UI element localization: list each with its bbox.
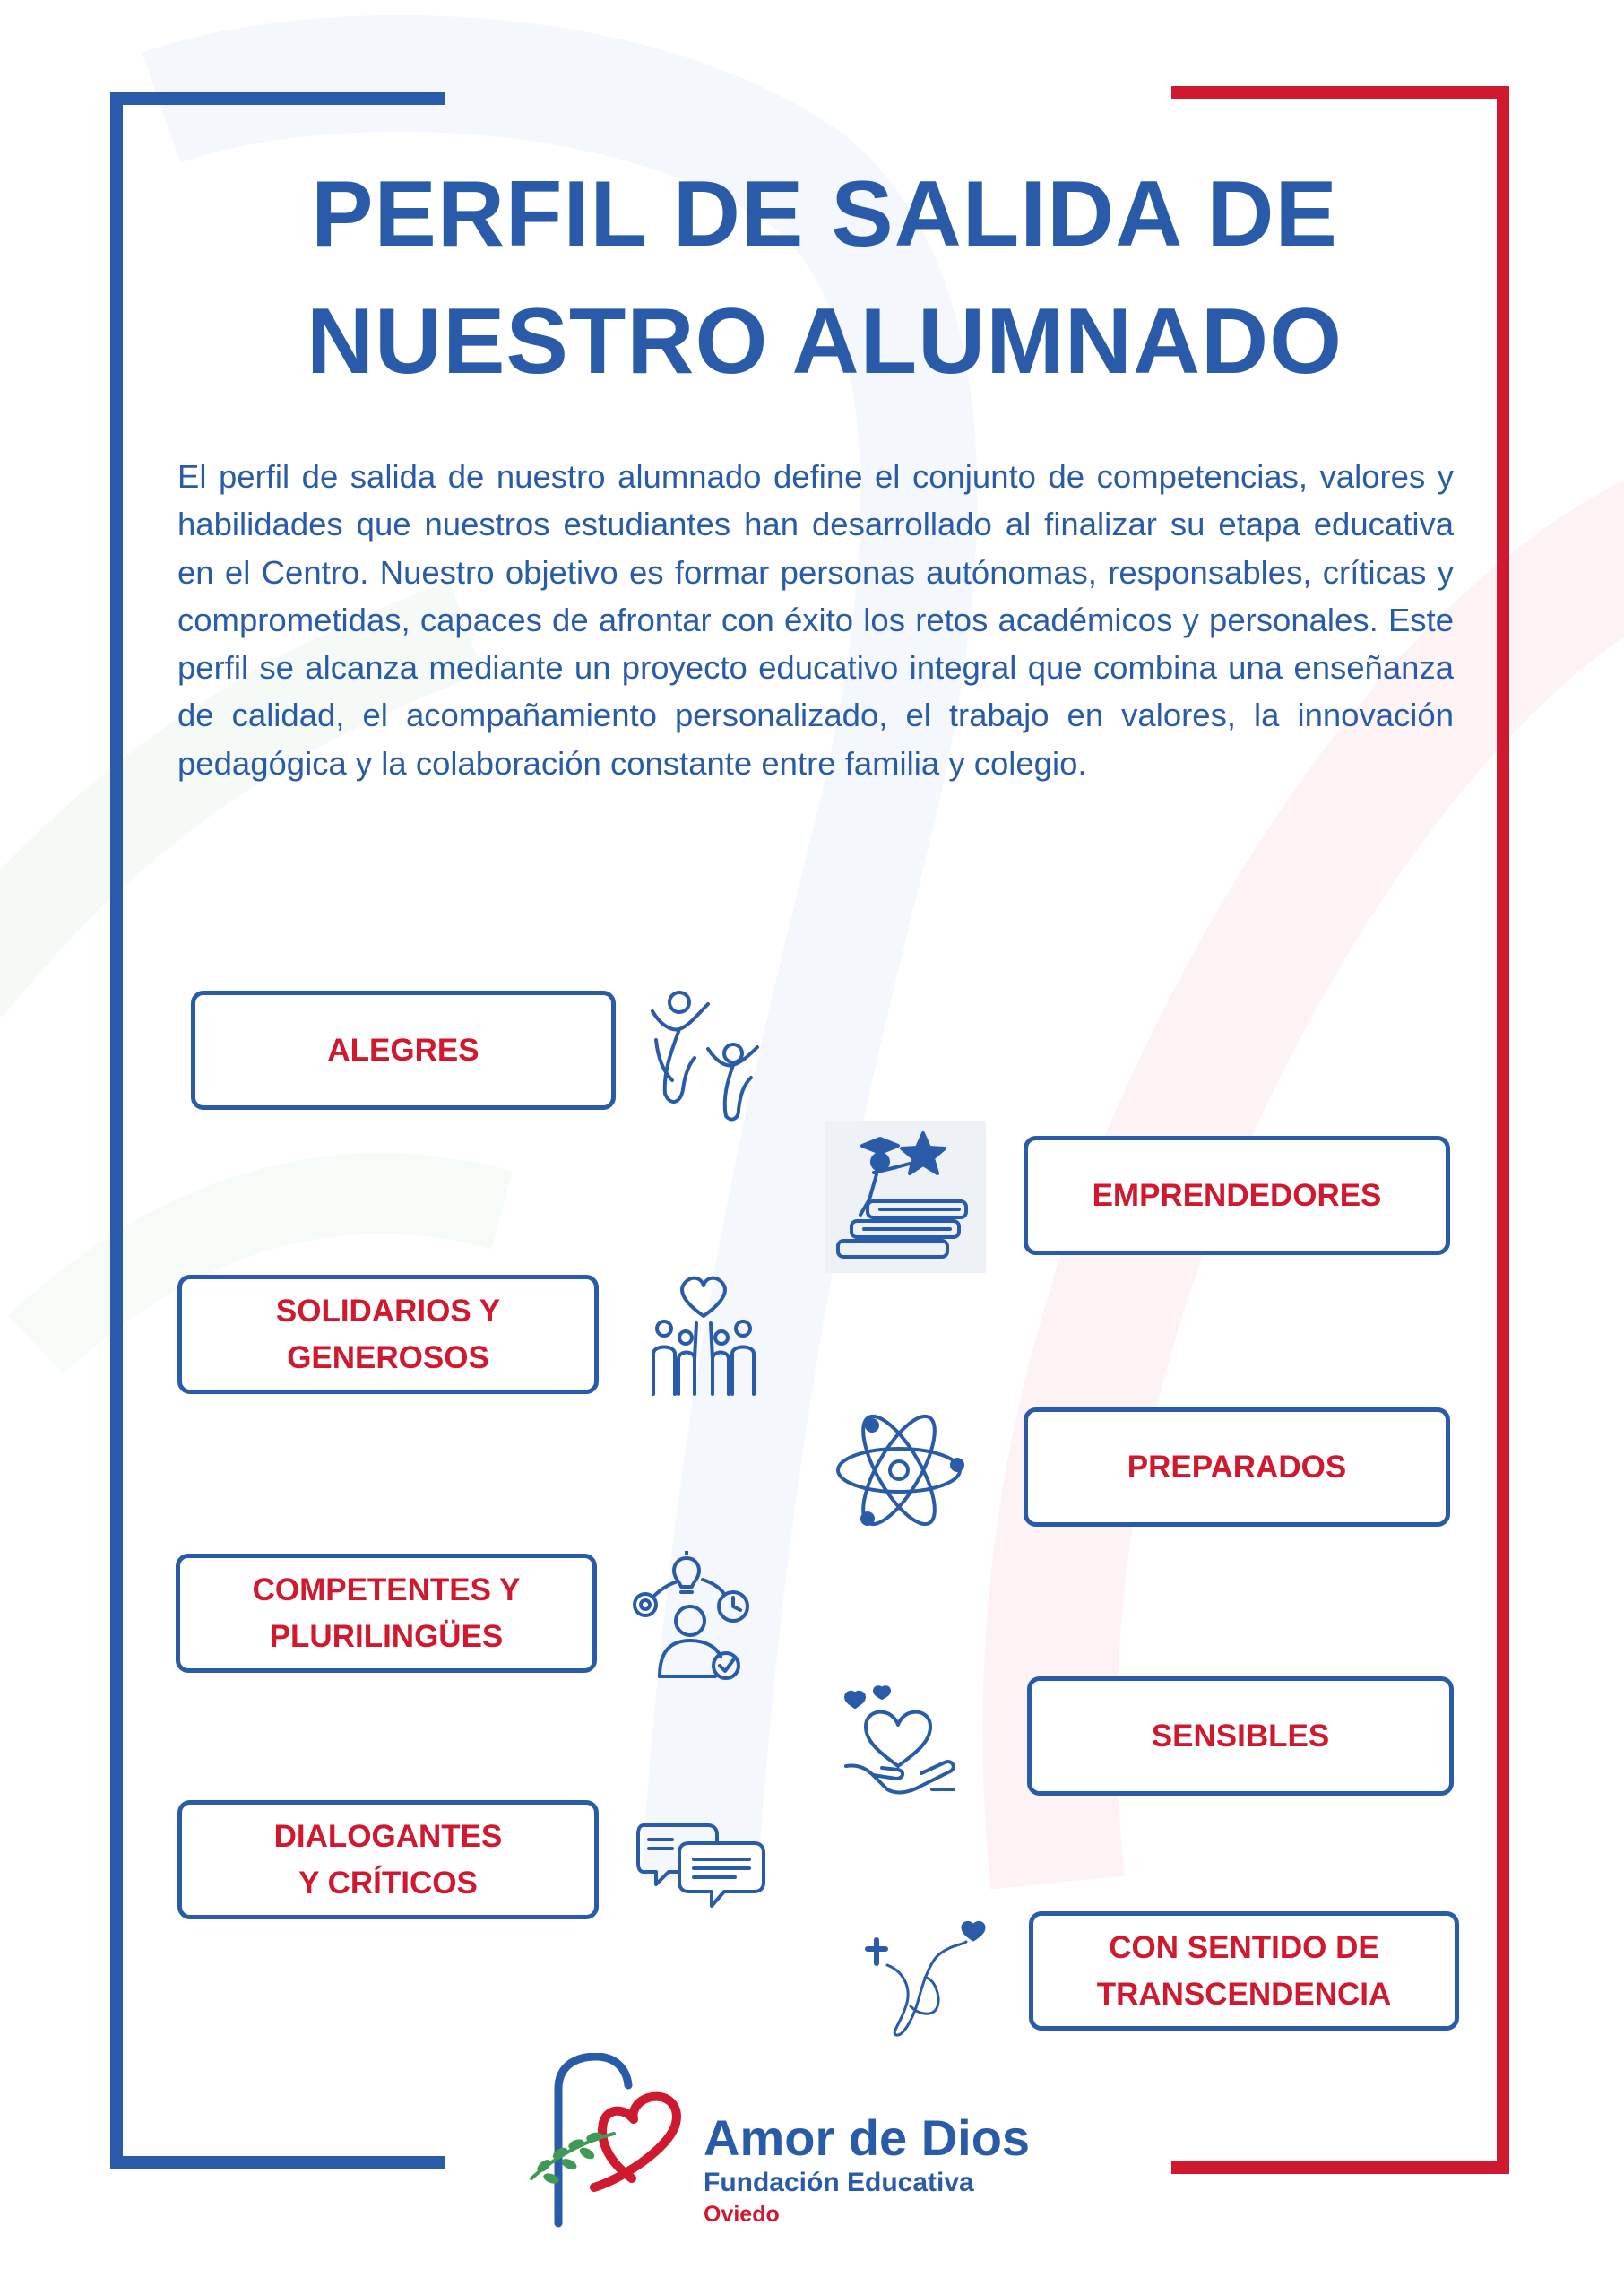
logo-subtitle: Fundación Educativa [704, 2168, 974, 2197]
trait-label: SOLIDARIOS Y GENEROSOS [275, 1293, 501, 1375]
hands-heart-icon [641, 1273, 766, 1399]
intro-paragraph: El perfil de salida de nuestro alumnado define el conjunto de competencias, valores y habilidades que nuestros estudiantes han desarrollado al finalizar su etapa educativa en el Centro. Nuestro objetivo es formar personas autónomas, responsables, críticas y comprometidas, capaces de afrontar con éxito los retos académicos y personales. Este perfil se alcanza mediante un proyecto educativo integral que combina una enseñanza de calidad, el acompañamiento personalizado, el trabajo en valores, la innovación pedagógica y la colaboración constante entre familia y colegio. [177, 458, 1454, 782]
logo-name: Amor de Dios [704, 2109, 1031, 2166]
joyful-people-icon [645, 986, 766, 1130]
trait-box-dialogantes [177, 1800, 599, 1919]
graduate-books-star-icon [825, 1121, 986, 1273]
trait-box-transcendencia [1029, 1911, 1459, 2031]
person-skills-icon [627, 1551, 762, 1685]
logo-city: Oviedo [704, 2202, 780, 2227]
trait-box-solidarios [177, 1275, 599, 1394]
trait-label: DIALOGANTES Y CRÍTICOS [273, 1818, 503, 1901]
trait-box-competentes [176, 1554, 597, 1673]
chat-bubbles-icon [636, 1820, 766, 1910]
cross-heart-line-icon [860, 1910, 995, 2044]
trait-box-preparados [1024, 1407, 1450, 1527]
page-title [161, 151, 1488, 405]
page-title-line1: PERFIL DE SALIDA DE [311, 162, 1338, 266]
trait-box-emprendedores [1024, 1136, 1450, 1255]
page-title-line2: NUESTRO ALUMNADO [306, 290, 1343, 394]
hand-heart-icon [842, 1685, 959, 1802]
atom-icon [832, 1407, 966, 1533]
trait-label: EMPRENDEDORES [1092, 1177, 1382, 1213]
trait-label: SENSIBLES [1151, 1718, 1330, 1754]
trait-box-sensibles [1027, 1676, 1454, 1796]
trait-label: CON SENTIDO DE TRANSCENDENCIA [1096, 1929, 1392, 2012]
trait-box-alegres [191, 991, 616, 1110]
trait-label: PREPARADOS [1127, 1449, 1347, 1485]
trait-label: ALEGRES [327, 1032, 479, 1068]
trait-label: COMPETENTES Y PLURILINGÜES [252, 1572, 521, 1654]
